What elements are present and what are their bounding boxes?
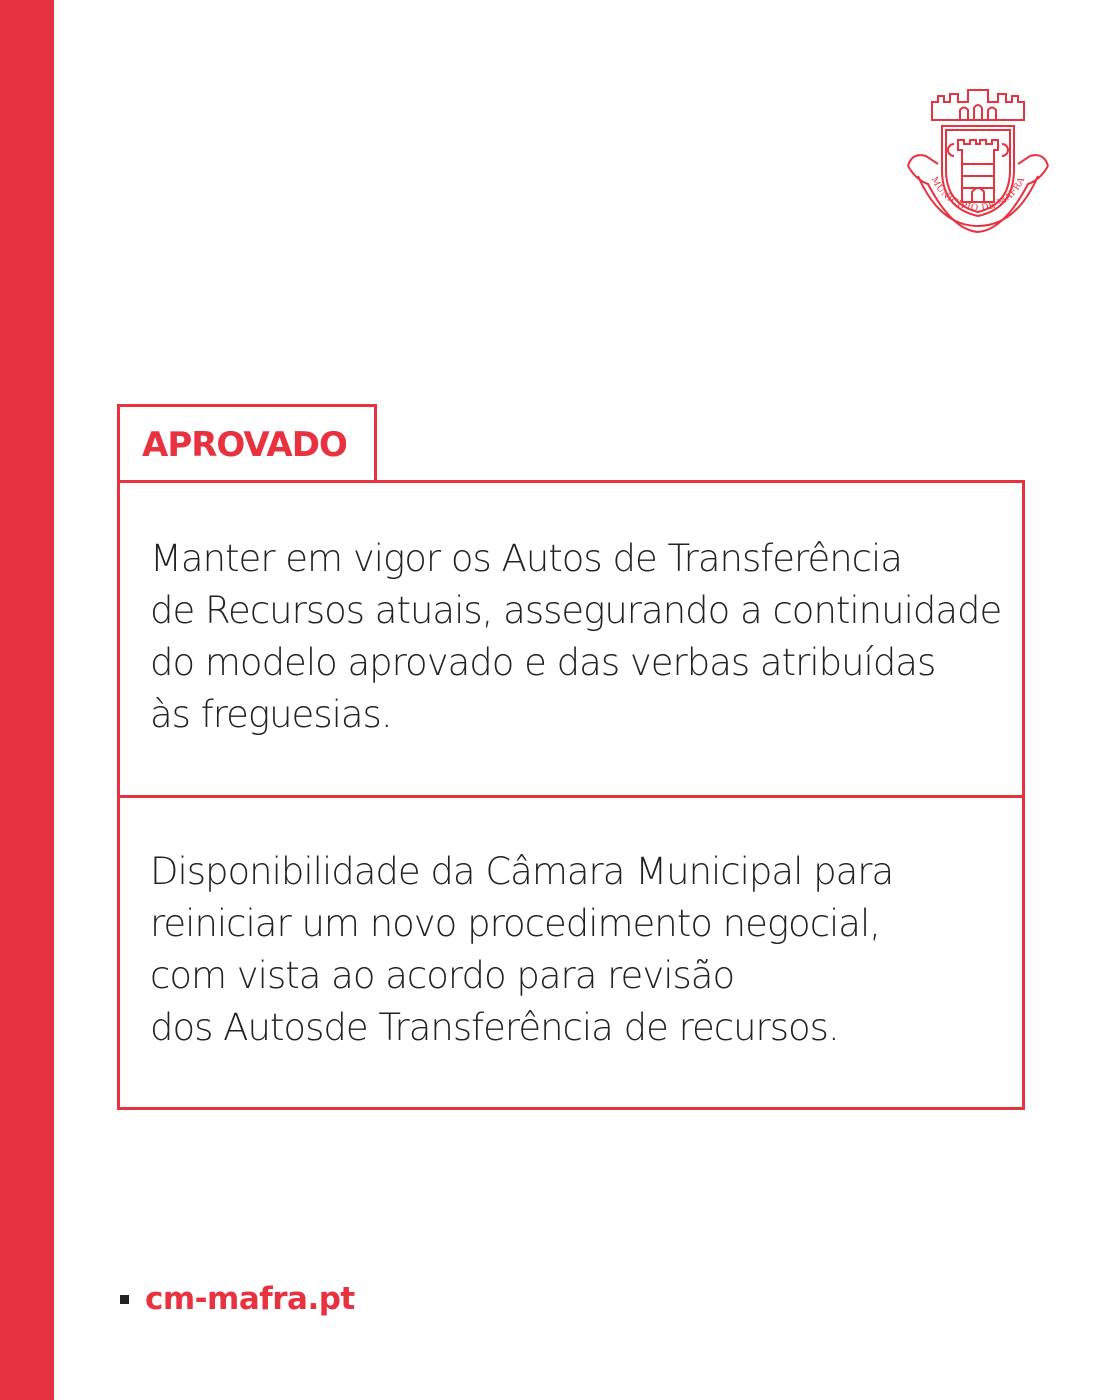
- decision-item-2: Disponibilidade da Câmara Municipal para reiniciar um novo procedimento negocial, com vista ao acordo para revisão dos Autosde Transferência de recursos.: [150, 850, 894, 1049]
- approved-tag: [117, 404, 377, 480]
- side-accent-bar: [0, 0, 54, 1400]
- bullet-icon: [120, 1295, 129, 1304]
- municipality-crest-logo: [902, 80, 1054, 236]
- decision-panel: [117, 480, 1025, 1110]
- panel-divider: [120, 795, 1022, 798]
- website-link[interactable]: cm-mafra.pt: [145, 1281, 355, 1317]
- approved-label: APROVADO: [142, 425, 347, 465]
- crest-motto: MUNICÍPIO DE MAFRA: [928, 175, 1028, 214]
- footer: [120, 1276, 355, 1322]
- decision-item-1: Manter em vigor os Autos de Transferência de Recursos atuais, assegurando a continuidade do modelo aprovado e das verbas atribuídas às freguesias.: [150, 537, 1002, 736]
